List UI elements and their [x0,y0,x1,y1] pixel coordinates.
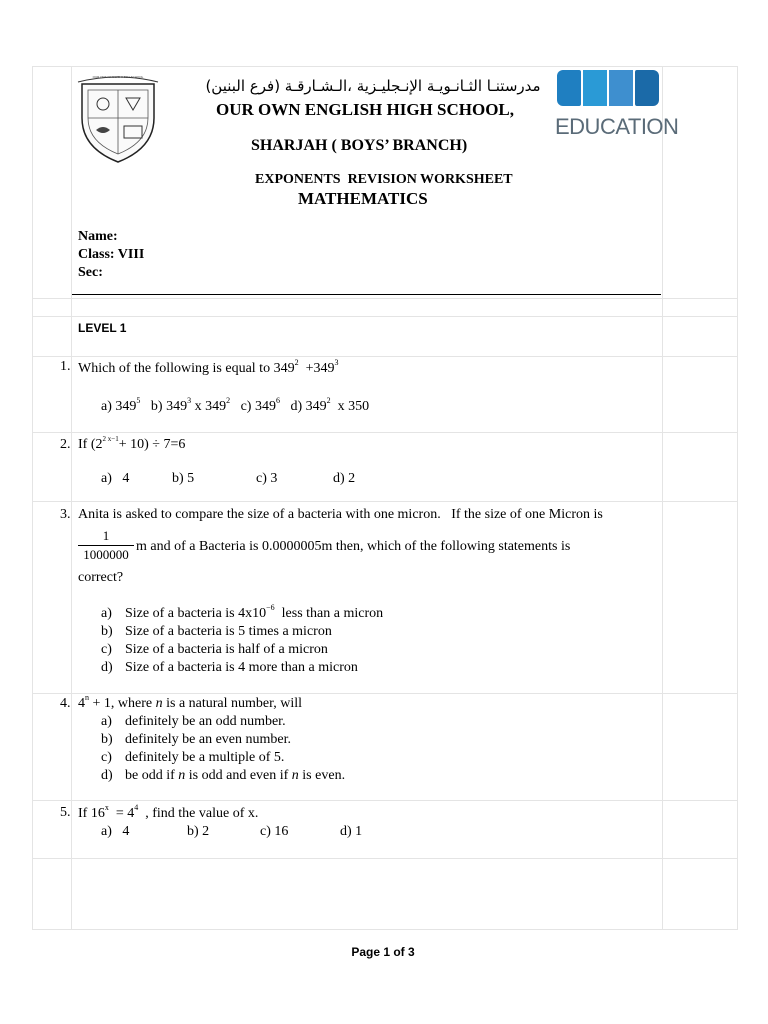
fraction-bar [78,545,134,546]
option-c[interactable]: c) $349^6$ [240,396,280,414]
question-stem-line3: correct? [78,570,124,585]
option-b[interactable]: b) $349^3$ x $349^2$ [150,396,231,414]
school-name-line2: SHARJAH ( BOYS’ BRANCH) [251,137,468,154]
worksheet-title: EXPONENTS REVISION WORKSHEET [255,172,513,187]
option-b[interactable]: b) 2 [187,824,210,839]
option-d[interactable]: d) be odd if n is odd and even if n is even. [101,768,346,783]
question-number: 4. [60,696,71,711]
option-c[interactable]: c) 16 [260,824,289,839]
gems-logo-mark [557,70,659,106]
fraction-numerator: 1 [102,528,110,543]
fraction-denominator: 1000000 [83,547,129,562]
question-stem: If $16^x = 4^4$ , find the value of x. [78,803,259,821]
option-b[interactable]: b) definitely be an even number. [101,732,291,747]
question-stem: $4^n + 1$, where n is a natural number, will [78,693,303,711]
school-name-arabic: مدرستنـا الثـانـويـة الإنـجليـزية ،الـشـارقـة (فرع البنين) [205,77,541,95]
gems-education-logo [555,68,679,142]
option-d[interactable]: d) 2 [333,471,356,486]
fraction [78,528,134,563]
gems-logo-text: EDUCATION [555,114,679,139]
option-list [101,398,369,416]
option-d[interactable]: d) Size of a bacteria is 4 more than a micron [101,660,358,675]
question-number: 5. [60,805,71,820]
page-number: Page 1 of 3 [351,945,415,959]
option-b[interactable]: b) Size of a bacteria is 5 times a micron [101,624,332,639]
option-c[interactable]: c) Size of a bacteria is half of a micron [101,642,328,657]
question-number: 1. [60,359,71,374]
option-c[interactable]: c) definitely be a multiple of 5. [101,750,285,765]
option-a[interactable]: a) $349^5$ [101,396,141,414]
class-label: Class: VIII [78,247,145,262]
subject-title: MATHEMATICS [298,189,428,208]
option-a[interactable]: a) 4 [101,824,130,839]
level-label: LEVEL 1 [78,321,127,335]
option-a[interactable]: a) definitely be an odd number. [101,714,286,729]
option-a[interactable]: a) 4 [101,471,130,486]
option-d[interactable]: d) 1 [340,824,363,839]
question-stem-line2: m and of a Bacteria is 0.0000005m then, which of the following statements is [136,539,571,554]
option-c[interactable]: c) 3 [256,471,278,486]
question-stem-line1: Anita is asked to compare the size of a bacteria with one micron. If the size of one Micron is [78,507,603,522]
sec-label: Sec: [78,265,103,280]
question-number: 3. [60,507,71,522]
separator-line [72,294,661,295]
option-d[interactable]: d) $349^2$ x 350 [290,396,370,414]
crest-text: OUR OWN ENGLISH HIGH SCHOOL [92,75,144,79]
option-a[interactable]: a) Size of a bacteria is $4x10^{-6}$ less than a micron [101,603,384,621]
question-number: 2. [60,437,71,452]
option-b[interactable]: b) 5 [172,471,195,486]
name-label: Name: [78,229,118,244]
question-stem: If $(2^{2 x-1}+ 10) \div 7=6$ [78,435,186,452]
question-stem: Which of the following is equal to $349^2 +349^3$ [78,358,339,376]
school-name-line1: OUR OWN ENGLISH HIGH SCHOOL, [216,100,515,119]
school-crest-logo [76,74,160,166]
